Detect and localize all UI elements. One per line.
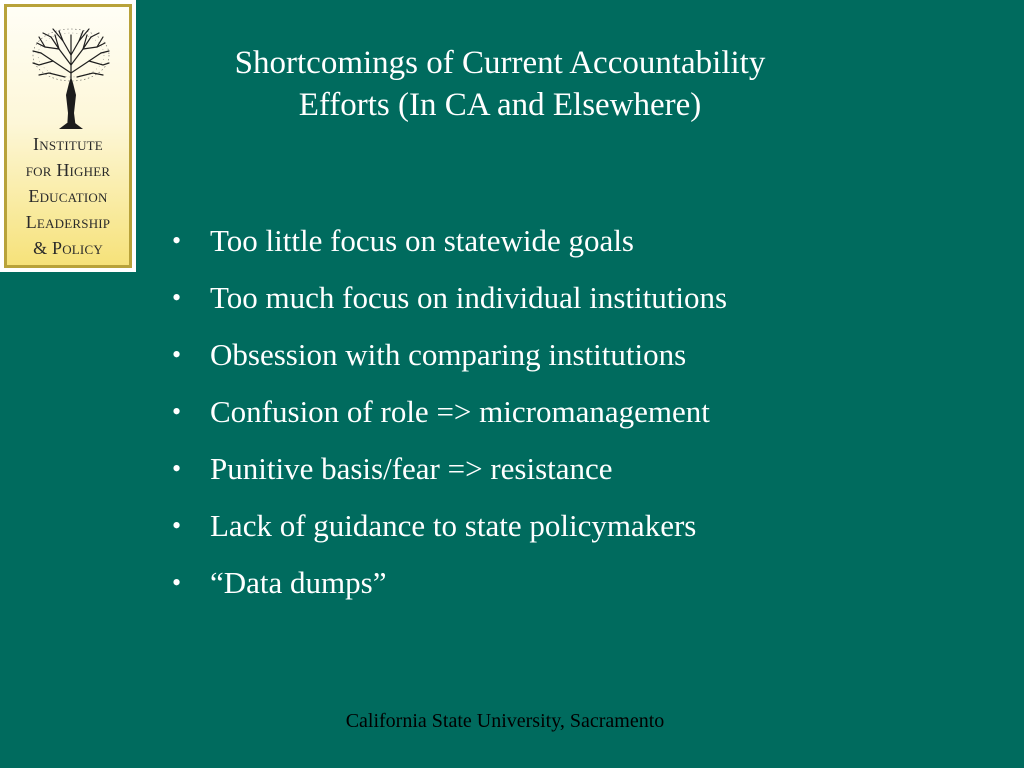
bullet-item: [168, 326, 727, 383]
bullet-item: [168, 269, 727, 326]
bullet-item: [168, 554, 727, 611]
bullet-icon: •: [172, 568, 182, 597]
bullet-item: [168, 383, 727, 440]
logo-line-1: Institute: [33, 134, 103, 154]
bullet-item: [168, 440, 727, 497]
bullet-list: [168, 212, 727, 611]
tree-icon: [29, 25, 113, 129]
bullet-text: “Data dumps”: [210, 565, 387, 600]
bullet-icon: •: [172, 226, 182, 255]
logo-line-5: & Policy: [33, 238, 103, 258]
bullet-icon: •: [172, 454, 182, 483]
logo-line-4: Leadership: [25, 212, 111, 232]
title-line-2: Efforts (In CA and Elsewhere): [298, 87, 702, 123]
institute-logo: [0, 0, 136, 272]
logo-text: [7, 131, 129, 261]
logo-line-2: for Higher: [25, 160, 111, 180]
bullet-text: Obsession with comparing institutions: [210, 337, 687, 372]
bullet-icon: •: [172, 397, 182, 426]
bullet-text: Lack of guidance to state policymakers: [210, 508, 697, 543]
title-line-1: Shortcomings of Current Accountability: [234, 45, 766, 81]
logo-line-3: Education: [28, 186, 108, 206]
footer-text: California State University, Sacramento: [345, 710, 665, 732]
bullet-text: Too little focus on statewide goals: [210, 223, 634, 258]
bullet-text: Confusion of role => micromanagement: [210, 394, 710, 429]
bullet-item: [168, 497, 727, 554]
bullet-icon: •: [172, 283, 182, 312]
bullet-icon: •: [172, 511, 182, 540]
bullet-icon: •: [172, 340, 182, 369]
bullet-text: Too much focus on individual institutions: [210, 280, 728, 315]
logo-frame: [4, 4, 132, 268]
bullet-text: Punitive basis/fear => resistance: [210, 451, 613, 486]
slide-title: [180, 42, 820, 126]
bullet-item: [168, 212, 727, 269]
